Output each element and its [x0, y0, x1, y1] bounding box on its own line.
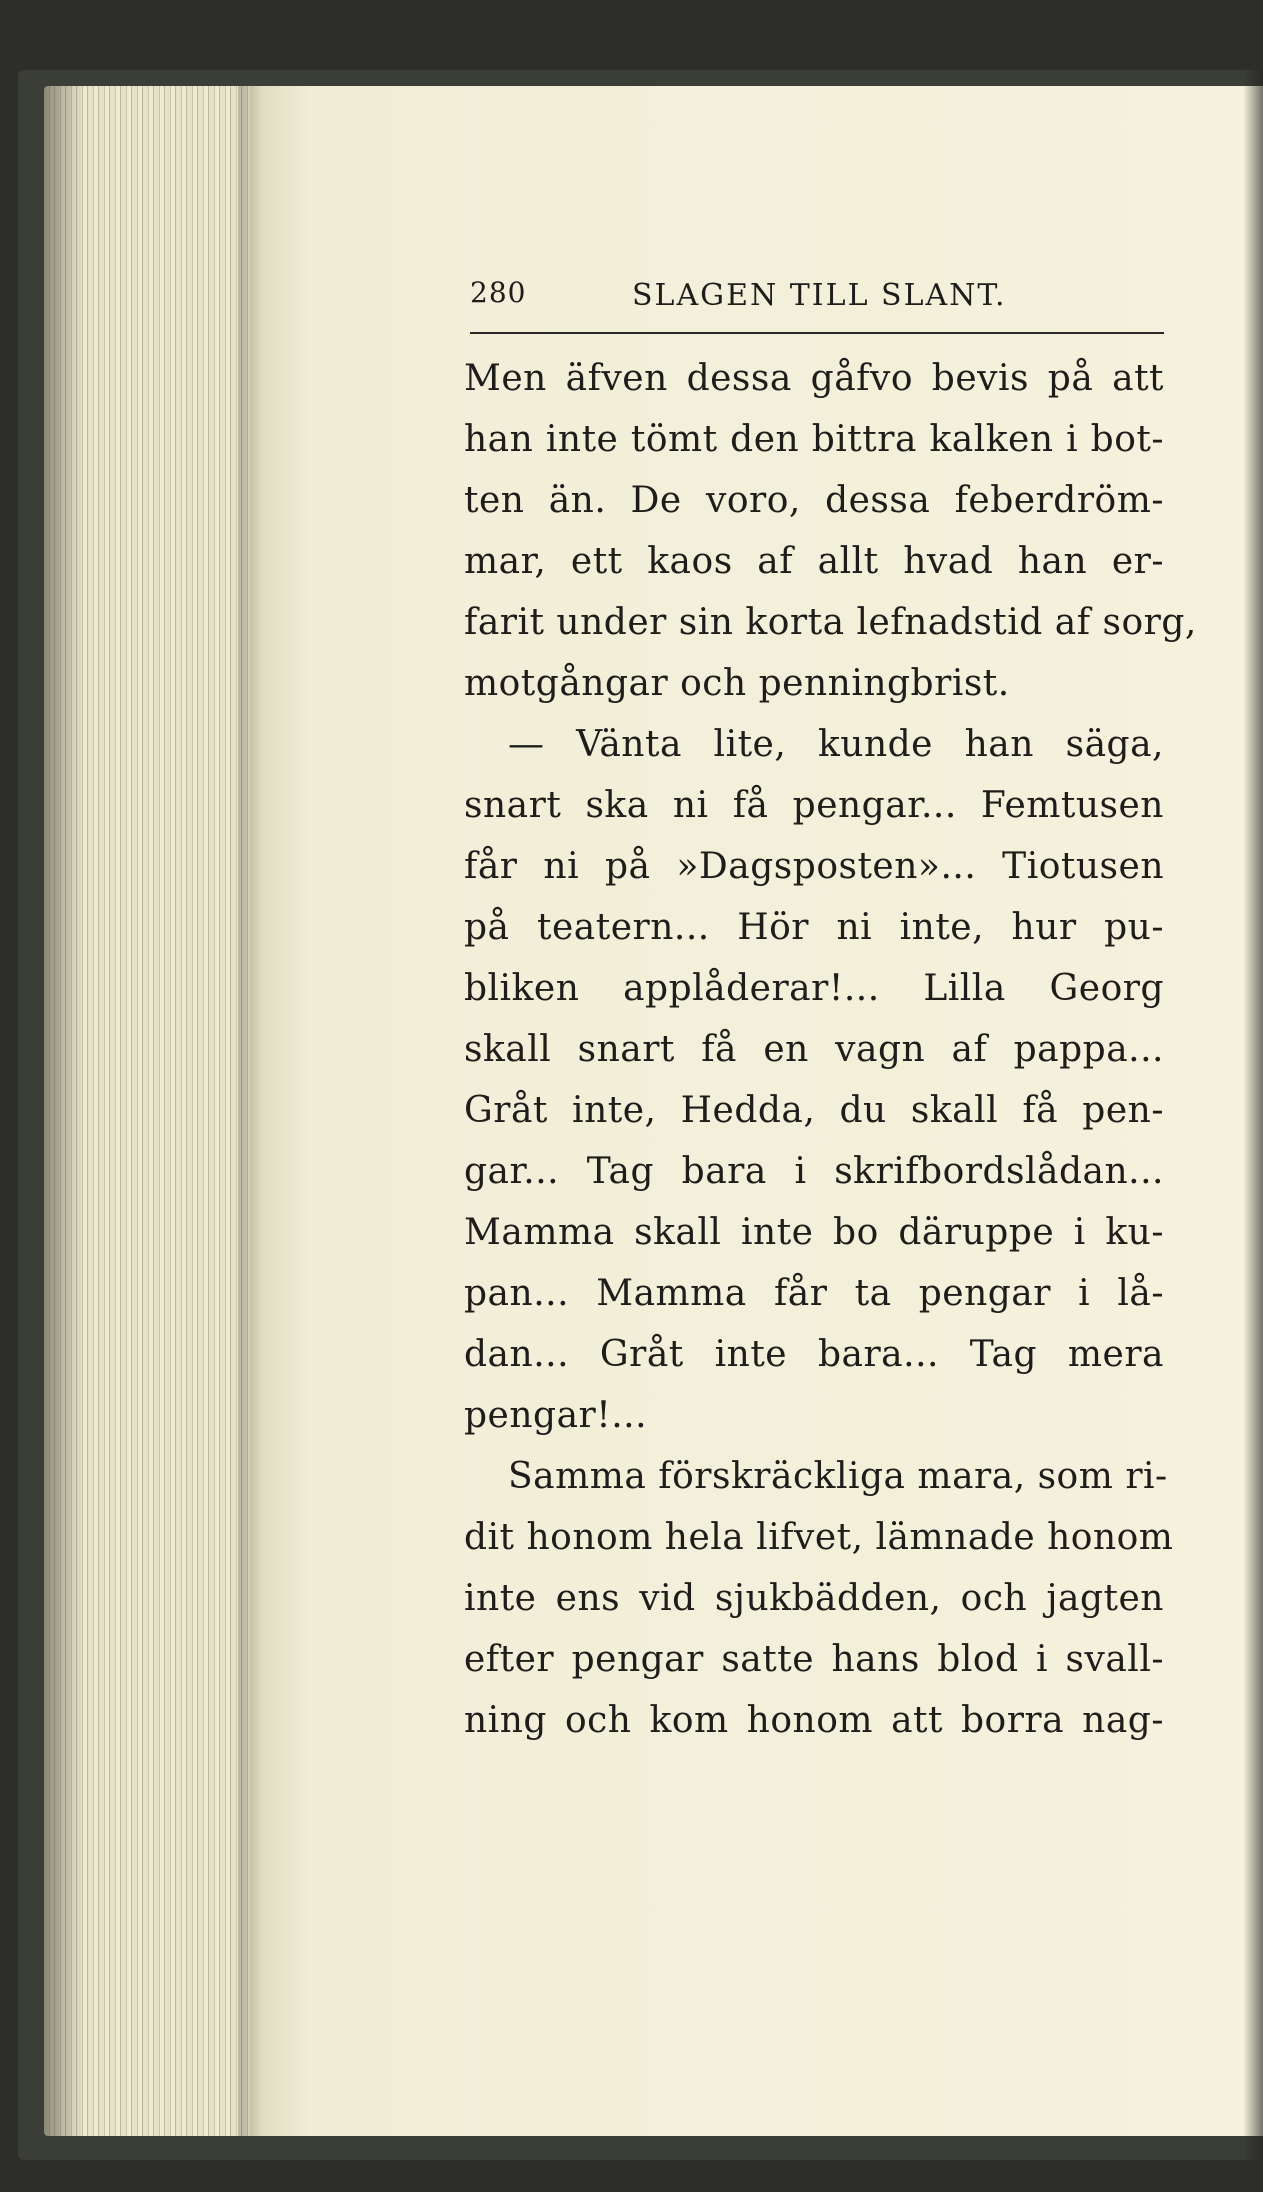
page-edges [44, 86, 254, 2136]
text-line: Mamma skall inte bo däruppe i ku- [464, 1212, 1164, 1253]
text-line: inte ens vid sjukbädden, och jagten [464, 1578, 1164, 1619]
page-right-edge [1243, 70, 1263, 2160]
text-line: pengar!... [464, 1395, 648, 1436]
text-line: farit under sin korta lefnadstid af sorg, [464, 602, 1197, 643]
text-line: snart ska ni få pengar... Femtusen [464, 785, 1164, 826]
text-line: skall snart få en vagn af pappa... [464, 1029, 1164, 1070]
text-line: på teatern... Hör ni inte, hur pu- [464, 907, 1164, 948]
text-line: ten än. De voro, dessa feberdröm- [464, 480, 1164, 521]
body-text [464, 348, 1197, 1751]
text-line: Gråt inte, Hedda, du skall få pen- [464, 1090, 1164, 1131]
text-line: mar, ett kaos af allt hvad han er- [464, 541, 1164, 582]
text-line: dan... Gråt inte bara... Tag mera [464, 1334, 1164, 1375]
text-line: han inte tömt den bittra kalken i bot- [464, 419, 1164, 460]
text-line: dit honom hela lifvet, lämnade honom [464, 1517, 1174, 1558]
text-line: ning och kom honom att borra nag- [464, 1700, 1164, 1741]
page-content [464, 272, 1197, 1751]
text-line: bliken applåderar!... Lilla Georg [464, 968, 1164, 1009]
text-line: får ni på »Dagsposten»... Tiotusen [464, 846, 1164, 887]
page-number: 280 [470, 276, 527, 309]
gutter-shadow [238, 86, 262, 2136]
text-line: — Vänta lite, kunde han säga, [508, 724, 1164, 765]
running-header [470, 272, 1164, 334]
running-title: SLAGEN TILL SLANT. [632, 278, 1007, 313]
text-line: efter pengar satte hans blod i svall- [464, 1639, 1164, 1680]
text-line: Samma förskräckliga mara, som ri- [508, 1456, 1168, 1497]
text-line: motgångar och penningbrist. [464, 663, 1010, 704]
text-line: gar... Tag bara i skrifbordslådan... [464, 1151, 1164, 1192]
text-line: Men äfven dessa gåfvo bevis på att [464, 358, 1164, 399]
text-line: pan... Mamma får ta pengar i lå- [464, 1273, 1164, 1314]
